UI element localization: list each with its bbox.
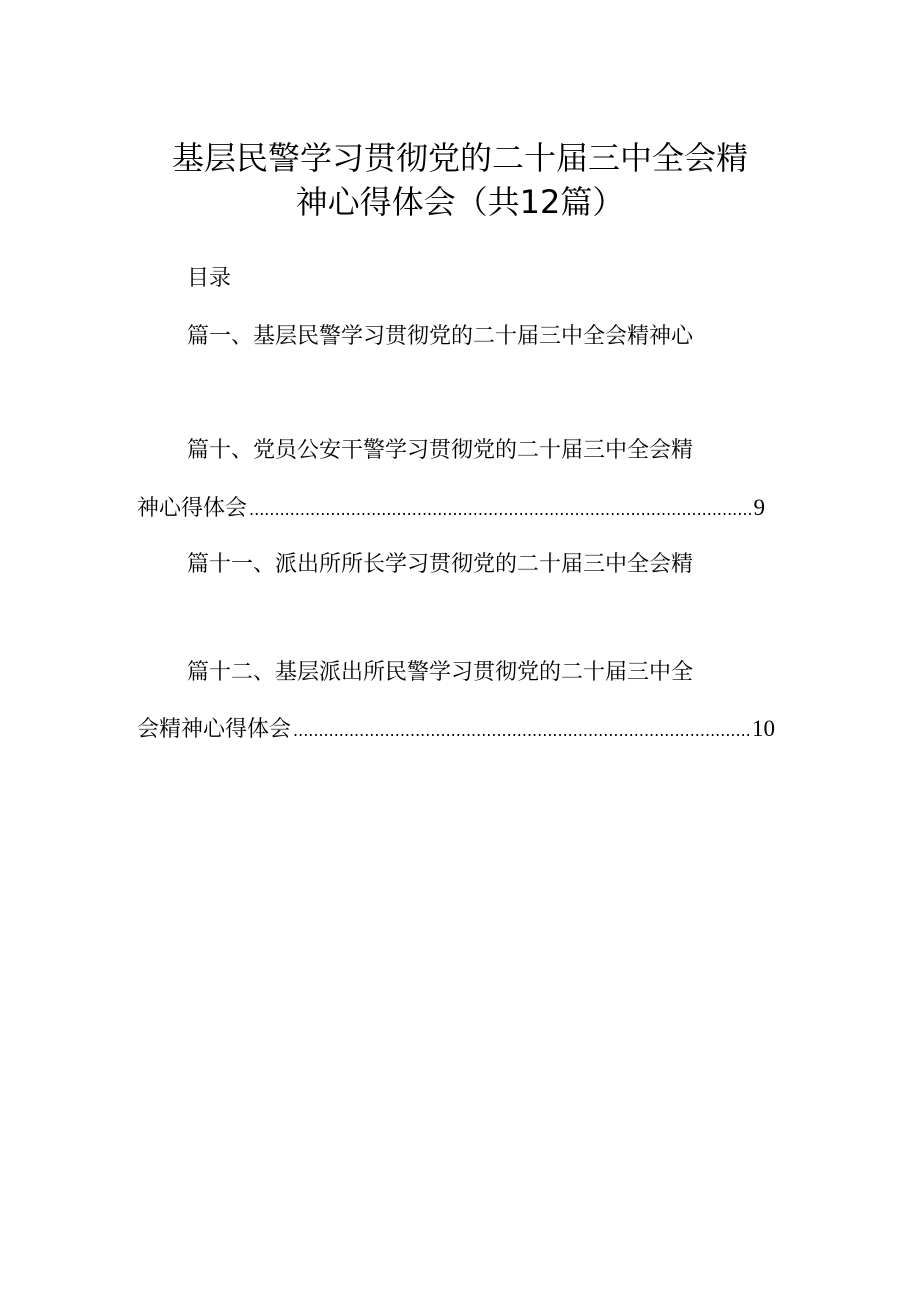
toc-entry-12-line-1[interactable]: 篇十二、基层派出所民警学习贯彻党的二十届三中全 [187, 660, 694, 685]
toc-entry-1[interactable]: 篇一、基层民警学习贯彻党的二十届三中全会精神心 [187, 324, 694, 349]
toc-entry-11[interactable]: 篇十一、派出所所长学习贯彻党的二十届三中全会精 [187, 552, 694, 577]
toc-entry-12-text: 会精神心得体会 [137, 717, 292, 742]
toc-dot-leader [293, 716, 750, 746]
toc-entry-10-line-2[interactable] [137, 493, 765, 525]
toc-heading: 目录 [187, 266, 232, 291]
document-title-line-2: 神心得体会（共12篇） [295, 183, 625, 221]
toc-dot-leader [249, 495, 751, 525]
toc-entry-10-text: 神心得体会 [137, 496, 248, 521]
toc-entry-12-line-2[interactable] [137, 714, 775, 746]
toc-page-number: 10 [752, 716, 775, 741]
document-title-line-1: 基层民警学习贯彻党的二十届三中全会精 [171, 139, 748, 177]
toc-page-number: 9 [753, 495, 765, 520]
toc-entry-10-line-1[interactable]: 篇十、党员公安干警学习贯彻党的二十届三中全会精 [187, 438, 694, 463]
